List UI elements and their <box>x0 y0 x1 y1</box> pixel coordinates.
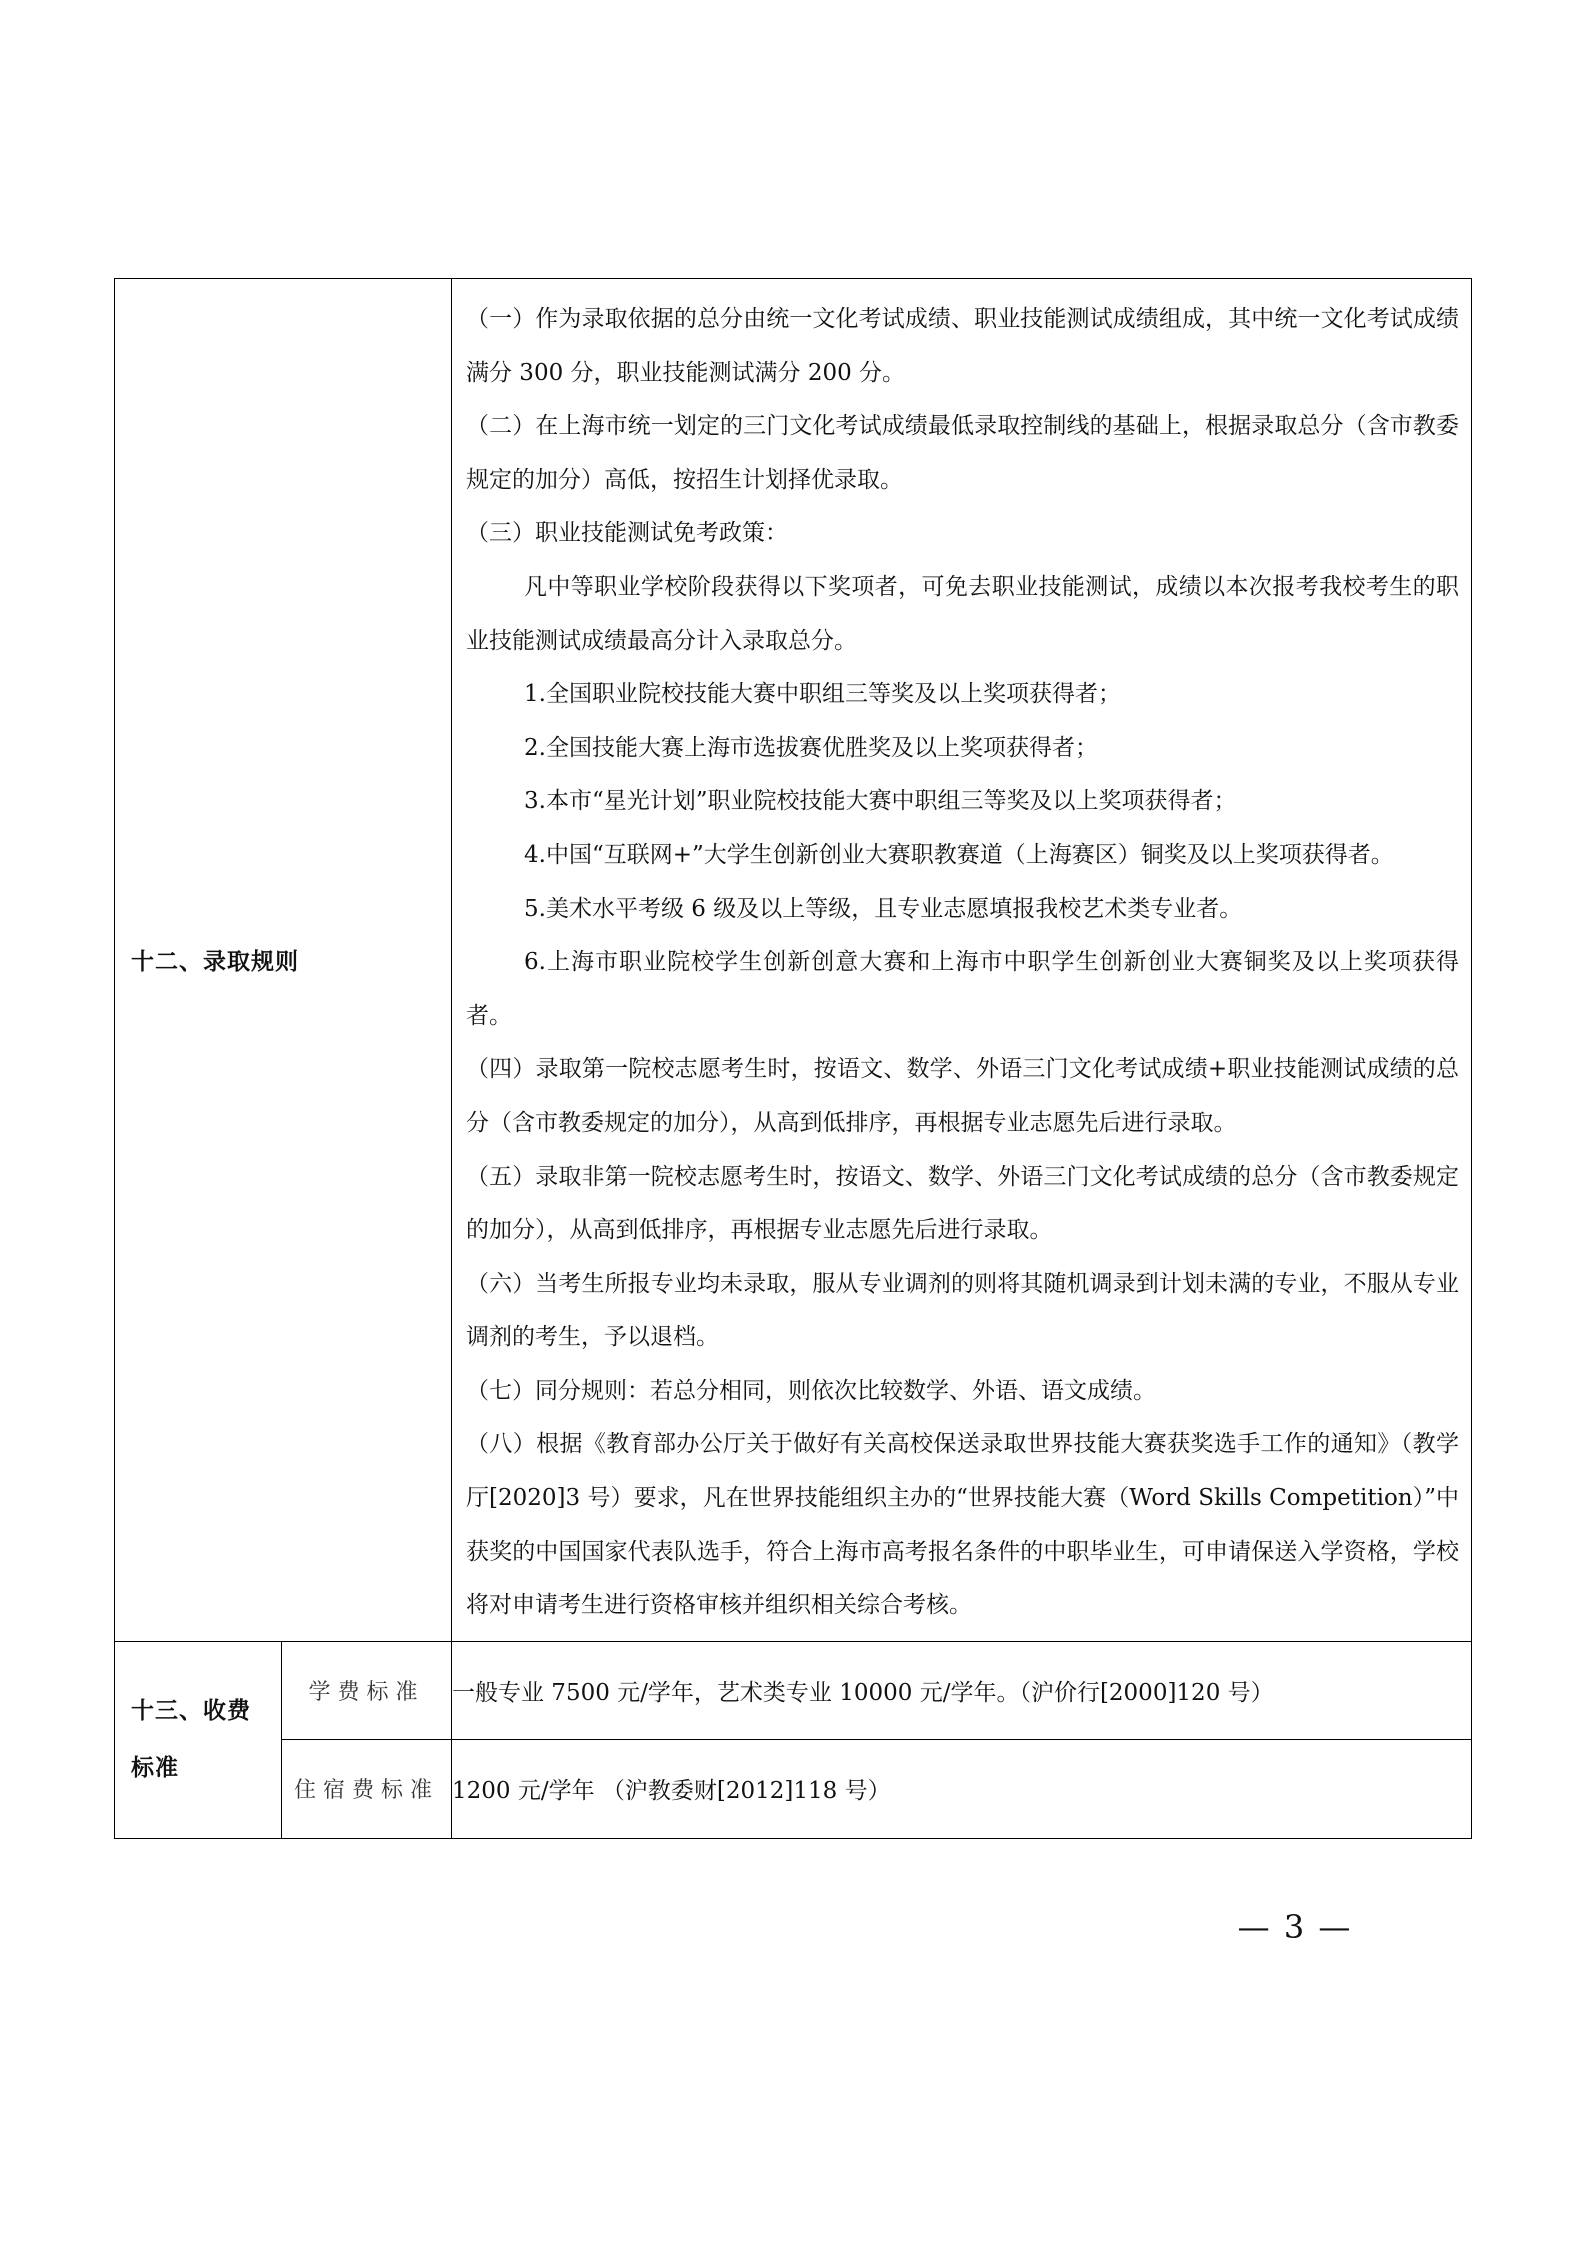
section12-heading: 十二、录取规则 <box>115 279 452 1642</box>
rule-paragraph: （三）职业技能测试免考政策： <box>466 520 788 547</box>
tuition-label: 学费标准 <box>282 1641 452 1739</box>
dorm-value: 1200 元/学年 （沪教委财[2012]118 号） <box>452 1739 1472 1838</box>
rule-paragraph: （八）根据《教育部办公厅关于做好有关高校保送录取世界技能大赛获奖选手工作的通知》（教学厅[2020]3 号）要求，凡在世界技能组织主办的“世界技能大赛（Word Skills Competition）”中获奖的中国国家代表队选手，符合上海市高考报名条件的中职毕业生，可申请保送入学资格，学校将对申请考生进行资格审核并组织相关综合考核。 <box>466 1431 1459 1619</box>
tuition-value: 一般专业 7500 元/学年，艺术类专业 10000 元/学年。（沪价行[2000]120 号） <box>452 1641 1472 1739</box>
admission-table <box>114 278 1472 1839</box>
rule-list-item: 3.本市“星光计划”职业院校技能大赛中职组三等奖及以上奖项获得者； <box>524 788 1237 815</box>
dorm-row <box>115 1739 1472 1838</box>
rule-paragraph: （六）当考生所报专业均未录取，服从专业调剂的则将其随机调录到计划未满的专业，不服从专业调剂的考生，予以退档。 <box>466 1270 1459 1351</box>
rule-list-item: 1.全国职业院校技能大赛中职组三等奖及以上奖项获得者； <box>524 681 1121 708</box>
section13-heading-line1: 十三、收费 <box>131 1697 251 1724</box>
section13-heading-line2: 标准 <box>131 1754 179 1781</box>
rule-paragraph: （七）同分规则：若总分相同，则依次比较数学、外语、语文成绩。 <box>466 1377 1156 1404</box>
rule-list-item: 2.全国技能大赛上海市选拔赛优胜奖及以上奖项获得者； <box>524 734 1098 761</box>
rule-list-item: 6.上海市职业院校学生创新创意大赛和上海市中职学生创新创业大赛铜奖及以上奖项获得者。 <box>466 949 1459 1029</box>
dorm-label: 住宿费标准 <box>282 1739 452 1838</box>
page-number: — 3 — <box>1237 1908 1353 1946</box>
section12-row <box>115 279 1472 1642</box>
tuition-row <box>115 1641 1472 1739</box>
section12-content <box>452 279 1472 1642</box>
rule-list-item: 5.美术水平考级 6 级及以上等级，且专业志愿填报我校艺术类专业者。 <box>524 895 1243 922</box>
section13-heading <box>115 1641 282 1838</box>
rule-paragraph: （一）作为录取依据的总分由统一文化考试成绩、职业技能测试成绩组成，其中统一文化考试成绩满分 300 分，职业技能测试满分 200 分。 <box>466 306 1459 386</box>
rule-paragraph: （四）录取第一院校志愿考生时，按语文、数学、外语三门文化考试成绩+职业技能测试成绩的总分（含市教委规定的加分），从高到低排序，再根据专业志愿先后进行录取。 <box>466 1056 1459 1136</box>
rule-paragraph: 凡中等职业学校阶段获得以下奖项者，可免去职业技能测试，成绩以本次报考我校考生的职业技能测试成绩最高分计入录取总分。 <box>466 573 1459 654</box>
rule-list-item: 4.中国“互联网+”大学生创新创业大赛职教赛道（上海赛区）铜奖及以上奖项获得者。 <box>524 841 1394 868</box>
rule-paragraph: （五）录取非第一院校志愿考生时，按语文、数学、外语三门文化考试成绩的总分（含市教委规定的加分），从高到低排序，再根据专业志愿先后进行录取。 <box>466 1163 1459 1244</box>
rule-paragraph: （二）在上海市统一划定的三门文化考试成绩最低录取控制线的基础上，根据录取总分（含市教委规定的加分）高低，按招生计划择优录取。 <box>466 413 1459 493</box>
